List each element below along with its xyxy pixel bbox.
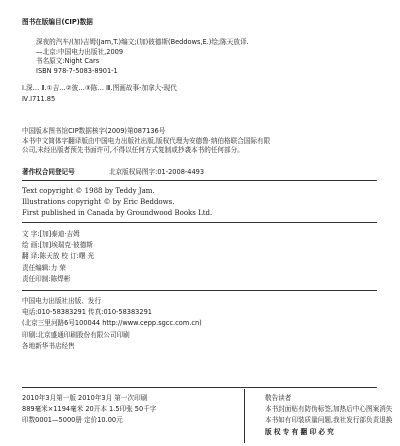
copyright-cn-line-2: 公司,未经出版者预先书面许可,不得以任何方式复制或抄袭本书的任何部分。 <box>22 146 244 155</box>
copyright-en-text: Text copyright © 1988 by Teddy Jam. <box>22 187 155 195</box>
notice-returns: 本书如有印装质量问题,我社发行部负责退换 <box>265 416 393 425</box>
credit-translator: 翻 译:陈天放 校 订:曙 光 <box>22 252 95 261</box>
print-run-price: 印数0001—5000册 定价10.00元 <box>22 416 123 425</box>
credit-text-author: 文 字:[加]泰迪·吉姆 <box>22 230 80 238</box>
cip-line-title: 深夜的汽车/(加)吉姆(Jam,T.)编文;(加)彼德斯(Beddows,E.)绘;陈天放译. <box>36 38 249 46</box>
publisher-block <box>22 297 202 350</box>
publisher-address: (北京三里河路6号100044 http://www.cepp.sgcc.com.cn) <box>22 319 202 328</box>
credit-editor: 责任编辑:力 荣 <box>22 263 66 272</box>
printing-block <box>22 394 156 425</box>
cip-line-original-title: 书名原文:Night Cars <box>36 57 100 66</box>
notice-title: 敬告读者 <box>265 394 292 402</box>
cip-block <box>22 18 93 26</box>
edition-info: 2010年3月第一版 2010年3月 第一次印刷 <box>22 394 148 402</box>
cip-line-class-number: Ⅳ.I711.85 <box>22 94 56 103</box>
credit-print-manager: 责任印制:陈焊彬 <box>22 274 71 283</box>
copyright-en-block <box>22 187 212 217</box>
cip-line-publisher: —北京:中国电力出版社,2009 <box>36 47 124 56</box>
publisher-name: 中国电力出版社出版、发行 <box>22 297 102 305</box>
notice-all-rights: 版 权 专 有 翻 印 必 究 <box>265 427 334 436</box>
cip-line-classification: Ⅰ.深… Ⅱ.①吉…②彼…③陈… Ⅲ.图画故事-加拿大-现代 <box>22 84 177 93</box>
divider-1 <box>22 180 377 181</box>
cip-line-isbn: ISBN 978-7-5083-8901-1 <box>36 67 118 76</box>
divider-3 <box>22 290 377 291</box>
reader-notice <box>265 394 395 437</box>
distributor: 各地新华书店经售 <box>22 341 75 350</box>
credits-block <box>22 230 94 284</box>
cip-number-block <box>22 127 270 155</box>
contract-label: 著作权合同登记号 <box>22 168 75 176</box>
printer: 印刷:北京盛通印刷股份有限公司印刷 <box>22 330 130 339</box>
copyright-en-illustrations: Illustrations copyright © by Eric Beddows. <box>22 197 175 206</box>
vertical-divider <box>244 389 245 443</box>
divider-2 <box>22 222 377 223</box>
divider-4 <box>22 387 377 388</box>
notice-anticounterfeit: 本书封面贴有防伪标签,加热后中心图案消失 <box>265 405 393 414</box>
cip-lines <box>22 38 249 103</box>
format-info: 889毫米×1194毫米 20开本 1.5印张 50千字 <box>22 405 157 414</box>
copyright-cn-line-1: 本书中文简体字翻译版由中国电力出版社出版,版权代理为安德鲁·纳伯格联合国际有限 <box>22 137 271 146</box>
cip-header: 图书在版编目(CIP)数据 <box>22 18 93 26</box>
publisher-phone: 电话:010-58383291 传真:010-58383291 <box>22 308 152 317</box>
cip-number: 中国版本图书馆CIP数据核字(2009)第087136号 <box>22 127 166 135</box>
credit-illustrator: 绘 画:[加]埃瑞克·彼德斯 <box>22 241 93 250</box>
copyright-en-first-published: First published in Canada by Groundwood Books Ltd. <box>22 208 213 217</box>
contract-registration <box>22 168 204 176</box>
contract-value: 北京版权局图字:01-2008-4493 <box>108 168 205 176</box>
